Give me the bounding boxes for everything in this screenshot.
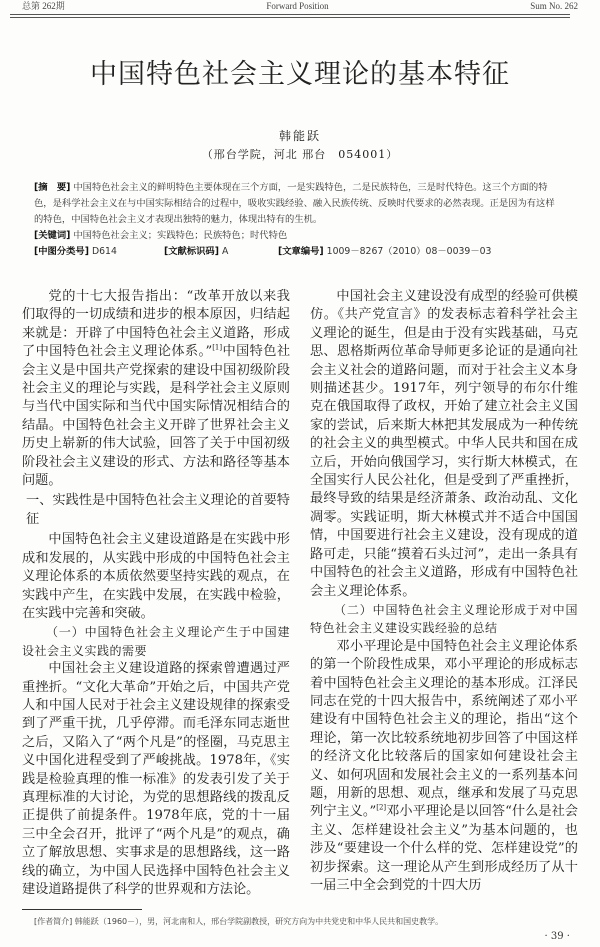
body-columns (22, 288, 578, 899)
journal-name: Forward Position (266, 1, 329, 11)
abstract-label: [摘 要] (34, 182, 71, 193)
classification-value: D614 (91, 246, 117, 257)
subsection-heading: （二）中国特色社会主义理论形成于对中国特色社会主义建设实践经验的总结 (310, 602, 578, 636)
classification-label: [中图分类号] (34, 246, 89, 257)
left-column (22, 288, 290, 899)
sum-number: Sum No. 262 (530, 1, 578, 11)
issue-number: 总第 262期 (22, 1, 65, 11)
paragraph: 党的十七大报告指出：“改革开放以来我们取得的一切成绩和进步的根本原因，归结起来就是：开辟了中国特色社会主义道路，形成了中国特色社会主义理论体系。”[1]中国特色社会主义是中国共产党探索的建设中国初级阶段社会主义的理论与实践，是科学社会主义原则与当代中国实际和当代中国实际情况相结合的结晶。中国特色社会主义开辟了世界社会主义历史上崭新的伟大试验，回答了关于中国初级阶段社会主义建设的形式、方法和路径等基本问题。 (22, 289, 291, 489)
citation[interactable]: [1] (212, 343, 223, 352)
page-number: · 39 · (544, 931, 570, 943)
paper-title: 中国特色社会主义理论的基本特征 (90, 59, 510, 90)
citation[interactable]: [2] (376, 803, 387, 812)
article-no-label: [文章编号] (278, 246, 324, 257)
keywords (34, 228, 562, 244)
abstract (34, 180, 562, 228)
paragraph: 中国社会主义建设道路的探索曾遭遇过严重挫折。“文化大革命”开始之后，中国共产党人和中国人民对于社会主义建设规律的探索受到了严重干扰，几乎停滞。而毛泽东同志逝世之后，又陷入了“两个凡是”的怪圈，马克思主义中国化进程受到了严峻挑战。1978年，《实践是检验真理的惟一标准》的发表引发了关于真理标准的大讨论，为党的思想路线的拨乱反正提供了前提条件。1978年底，党的十一届三中全会召开，批评了“两个凡是”的观点，确立了解放思想、实事求是的思想路线，这一路线的确立，为中国人民选择中国特色社会主义建设道路提供了科学的世界观和方法论。 (22, 661, 290, 897)
header-rule (10, 14, 570, 18)
abstract-text: 中国特色社会主义的鲜明特色主要体现在三个方面，一是实践特色，二是民族特色，三是时代特色。这三个方面的特色，是科学社会主义在与中国实际相结合的过程中，吸收实践经验、融入民族传统、反映时代要求的必然表现。正是因为有这样的特色，中国特色社会主义才表现出独特的魅力，体现出特有的生机。 (34, 182, 555, 225)
keywords-label: [关键词] (34, 230, 71, 241)
subsection-heading: （一）中国特色社会主义理论产生于中国建设社会主义实践的需要 (22, 625, 290, 658)
doc-code-value: A (221, 246, 229, 257)
paragraph: 中国特色社会主义建设道路是在实践中形成和发展的，从实践中形成的中国特色社会主义理论体系的本质依然要坚持实践的观点，在实践中产生，在实践中发展，在实践中检验，在实践中完善和突破。 (22, 532, 290, 621)
footnote-rule (22, 909, 142, 910)
author-footnote: [作者简介] 韩能跃（1960－），男，河北南和人，邢台学院副教授，研究方向为中共党史和中华人民共和国史教学。 (34, 917, 444, 927)
classification-row (34, 244, 562, 260)
running-header (22, 0, 578, 13)
author: 韩能跃 (278, 129, 321, 143)
article-no-value: 1009－8267（2010）08－0039－03 (326, 246, 492, 257)
affiliation: （邢台学院，河北 邢台 054001） (201, 148, 399, 161)
doc-code-label: [文献标识码] (164, 246, 219, 257)
paragraph: 邓小平理论是中国特色社会主义理论体系的第一个阶段性成果，邓小平理论的形成标志着中国特色社会主义理论的基本形成。江泽民同志在党的十四大报告中，系统阐述了邓小平建设有中国特色社会主义的理论，指出“这个理论，第一次比较系统地初步回答了中国这样的经济文化比较落后的国家如何建设社会主义、如何巩固和发展社会主义的一系列基本问题，用新的思想、观点，继承和发展了马克思列宁主义。”[2]邓小平理论是以回答“什么是社会主义、怎样建设社会主义”为基本问题的，也涉及“要建设一个什么样的党、怎样建设党”的初步探索。这一理论从产生到形成经历了从十一届三中全会到党的十四大历 (310, 638, 578, 893)
paragraph: 中国社会主义建设没有成型的经验可供模仿。《共产党宣言》的发表标志着科学社会主义理论的诞生，但是由于没有实践基础，马克思、恩格斯两位革命导师更多论证的是通向社会主义社会的道路问题，而对于社会主义本身则描述甚少。1917年，列宁领导的布尔什维克在俄国取得了政权，开始了建立社会主义国家的尝试，后来斯大林把其发展成为一种传统的社会主义的典型模式。中华人民共和国在成立后，开始向俄国学习，实行斯大林模式，在全国实行人民公社化，但是受到了严重挫折，最终导致的结果是经济萧条、政治动乱、文化凋零。实践证明，斯大林模式并不适合中国国情，中国要进行社会主义建设，没有现成的道路可走，只能“摸着石头过河”，走出一条具有中国特色的社会主义道路，形成有中国特色社会主义理论体系。 (310, 289, 578, 599)
abstract-block (34, 180, 562, 260)
section-heading: 一、实践性是中国特色社会主义理论的首要特征 (26, 493, 290, 527)
right-column (310, 288, 578, 899)
keywords-text: 中国特色社会主义；实践特色；民族特色；时代特色 (73, 230, 288, 241)
